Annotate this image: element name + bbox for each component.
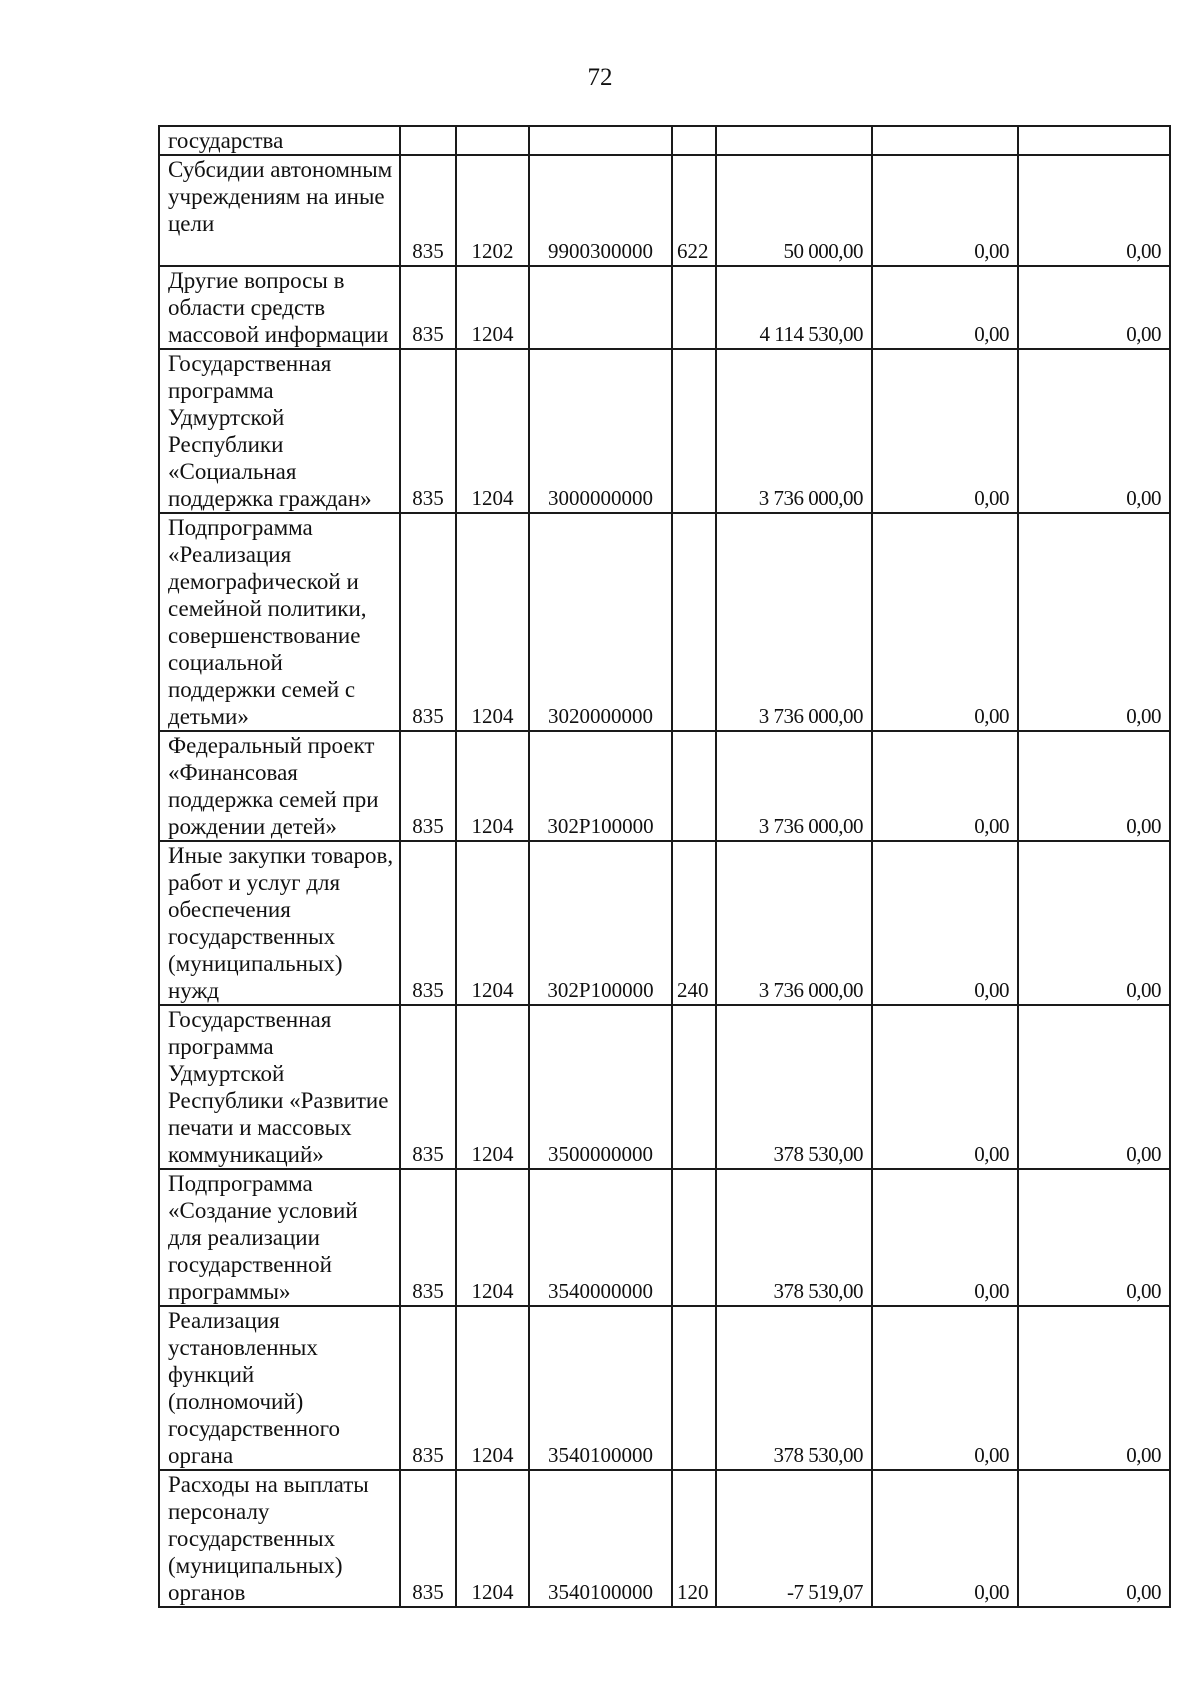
row-sum-2022-cell: 0,00: [872, 155, 1018, 266]
row-csr-cell: 3020000000: [529, 513, 672, 731]
row-razdel-cell: 1202: [456, 155, 529, 266]
row-sum-2021-cell: 3 736 000,00: [716, 731, 872, 841]
row-csr-cell: 9900300000: [529, 155, 672, 266]
table-row: [159, 126, 1170, 155]
row-vr-cell: 622: [672, 155, 716, 266]
row-sum-2023-cell: 0,00: [1018, 266, 1170, 349]
row-csr-cell: 3540100000: [529, 1306, 672, 1470]
row-vr-cell: [672, 731, 716, 841]
row-sum-2023-cell: 0,00: [1018, 731, 1170, 841]
row-razdel-cell: 1204: [456, 1470, 529, 1607]
row-name-cell: Другие вопросы в области средств массовой информации: [159, 266, 400, 349]
row-ved-cell: 835: [400, 1169, 456, 1306]
row-csr-cell: 302P100000: [529, 841, 672, 1005]
row-sum-2022-cell: 0,00: [872, 841, 1018, 1005]
row-name-cell: Государственная программа Удмуртской Республики «Социальная поддержка граждан»: [159, 349, 400, 513]
row-sum-2023-cell: 0,00: [1018, 841, 1170, 1005]
row-name-cell: Иные закупки товаров, работ и услуг для обеспечения государственных (муниципальных) нужд: [159, 841, 400, 1005]
table-row: [159, 1306, 1170, 1470]
row-razdel-cell: [456, 126, 529, 155]
row-sum-2023-cell: 0,00: [1018, 155, 1170, 266]
table-row: [159, 1169, 1170, 1306]
row-csr-cell: 3500000000: [529, 1005, 672, 1169]
row-name-cell: Расходы на выплаты персоналу государственных (муниципальных) органов: [159, 1470, 400, 1607]
row-sum-2021-cell: 50 000,00: [716, 155, 872, 266]
row-sum-2021-cell: -7 519,07: [716, 1470, 872, 1607]
row-sum-2023-cell: 0,00: [1018, 1306, 1170, 1470]
row-razdel-cell: 1204: [456, 1005, 529, 1169]
row-csr-cell: 302P100000: [529, 731, 672, 841]
row-sum-2021-cell: 378 530,00: [716, 1005, 872, 1169]
row-ved-cell: 835: [400, 841, 456, 1005]
row-vr-cell: [672, 1169, 716, 1306]
table-row: [159, 841, 1170, 1005]
table-row: [159, 1005, 1170, 1169]
row-ved-cell: 835: [400, 155, 456, 266]
row-csr-cell: [529, 266, 672, 349]
row-ved-cell: 835: [400, 266, 456, 349]
row-razdel-cell: 1204: [456, 1306, 529, 1470]
row-sum-2021-cell: 3 736 000,00: [716, 349, 872, 513]
row-sum-2023-cell: 0,00: [1018, 1169, 1170, 1306]
row-sum-2023-cell: 0,00: [1018, 1470, 1170, 1607]
row-ved-cell: 835: [400, 1306, 456, 1470]
row-sum-2021-cell: 378 530,00: [716, 1169, 872, 1306]
table-row: [159, 155, 1170, 266]
row-vr-cell: [672, 513, 716, 731]
row-razdel-cell: 1204: [456, 841, 529, 1005]
row-sum-2022-cell: 0,00: [872, 266, 1018, 349]
row-sum-2021-cell: 3 736 000,00: [716, 513, 872, 731]
row-vr-cell: 240: [672, 841, 716, 1005]
table-row: [159, 731, 1170, 841]
row-sum-2023-cell: 0,00: [1018, 513, 1170, 731]
row-razdel-cell: 1204: [456, 731, 529, 841]
row-name-cell: Субсидии автономным учреждениям на иные цели: [159, 155, 400, 266]
row-ved-cell: [400, 126, 456, 155]
row-sum-2022-cell: 0,00: [872, 1306, 1018, 1470]
row-razdel-cell: 1204: [456, 349, 529, 513]
row-ved-cell: 835: [400, 731, 456, 841]
table-row: [159, 513, 1170, 731]
row-razdel-cell: 1204: [456, 513, 529, 731]
row-sum-2021-cell: [716, 126, 872, 155]
row-csr-cell: 3000000000: [529, 349, 672, 513]
row-vr-cell: [672, 349, 716, 513]
row-csr-cell: 3540000000: [529, 1169, 672, 1306]
row-sum-2023-cell: [1018, 126, 1170, 155]
row-vr-cell: [672, 126, 716, 155]
row-sum-2022-cell: 0,00: [872, 1470, 1018, 1607]
row-csr-cell: 3540100000: [529, 1470, 672, 1607]
table-row: [159, 266, 1170, 349]
table-row: [159, 349, 1170, 513]
row-name-cell: государства: [159, 126, 400, 155]
row-sum-2021-cell: 4 114 530,00: [716, 266, 872, 349]
row-razdel-cell: 1204: [456, 266, 529, 349]
row-sum-2022-cell: 0,00: [872, 1005, 1018, 1169]
row-name-cell: Государственная программа Удмуртской Республики «Развитие печати и массовых коммуникаций»: [159, 1005, 400, 1169]
row-sum-2023-cell: 0,00: [1018, 1005, 1170, 1169]
row-vr-cell: [672, 1005, 716, 1169]
row-ved-cell: 835: [400, 349, 456, 513]
row-name-cell: Федеральный проект «Финансовая поддержка семей при рождении детей»: [159, 731, 400, 841]
row-ved-cell: 835: [400, 1470, 456, 1607]
page-number: 72: [587, 64, 613, 91]
row-sum-2022-cell: [872, 126, 1018, 155]
row-name-cell: Подпрограмма «Реализация демографической и семейной политики, совершенствование социальной поддержки семей с детьми»: [159, 513, 400, 731]
budget-table: [158, 125, 1171, 1608]
row-sum-2021-cell: 378 530,00: [716, 1306, 872, 1470]
row-vr-cell: [672, 266, 716, 349]
row-vr-cell: [672, 1306, 716, 1470]
row-sum-2021-cell: 3 736 000,00: [716, 841, 872, 1005]
row-sum-2022-cell: 0,00: [872, 513, 1018, 731]
row-ved-cell: 835: [400, 1005, 456, 1169]
row-vr-cell: 120: [672, 1470, 716, 1607]
table-row: [159, 1470, 1170, 1607]
row-name-cell: Реализация установленных функций (полномочий) государственного органа: [159, 1306, 400, 1470]
row-name-cell: Подпрограмма «Создание условий для реализации государственной программы»: [159, 1169, 400, 1306]
row-sum-2023-cell: 0,00: [1018, 349, 1170, 513]
row-csr-cell: [529, 126, 672, 155]
row-sum-2022-cell: 0,00: [872, 349, 1018, 513]
row-sum-2022-cell: 0,00: [872, 1169, 1018, 1306]
row-ved-cell: 835: [400, 513, 456, 731]
row-razdel-cell: 1204: [456, 1169, 529, 1306]
row-sum-2022-cell: 0,00: [872, 731, 1018, 841]
